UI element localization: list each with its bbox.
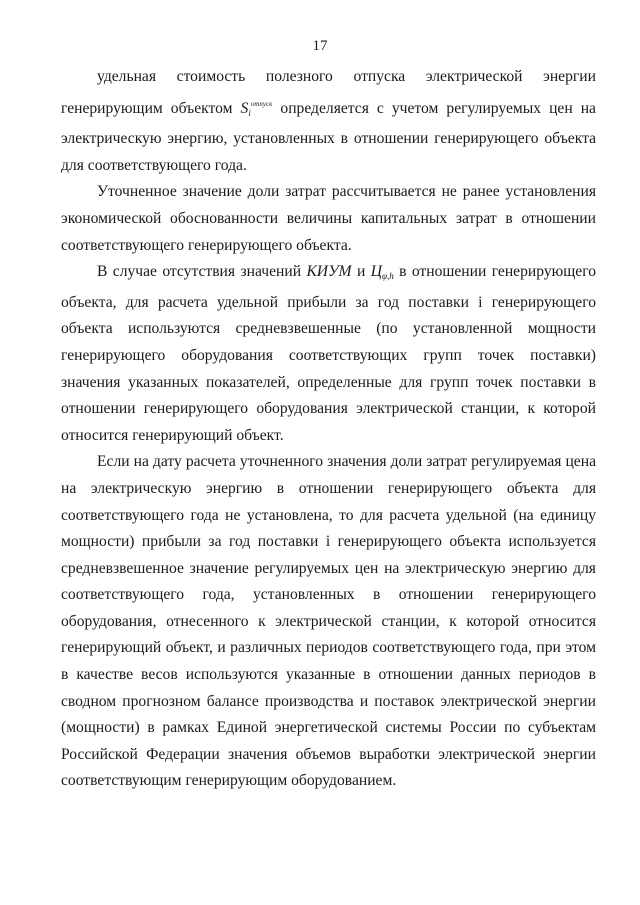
- formula-s-superscript: отпуск: [250, 99, 273, 108]
- formula-s-base: S: [240, 99, 249, 117]
- formula-kium: КИУМ: [306, 263, 352, 281]
- paragraph-3: [61, 259, 596, 449]
- paragraph-1: [61, 64, 596, 179]
- paragraph-2: Уточненное значение доли затрат рассчитывается не ранее установления экономической обоснованности величины капитальных затрат в отношении соответствующего генерирующего объекта.: [61, 183, 596, 254]
- paragraph-3-text-a: В случае отсутствия значений: [97, 263, 302, 281]
- paragraph-1-text-b: определяется с учетом регулируемых цен на электрическую энергию, установленных в отношении генерирующего объекта для соответствующего года.: [61, 99, 596, 174]
- formula-s-subscript: i: [248, 107, 251, 118]
- formula-c-phi-h: [371, 263, 394, 280]
- formula-c-base: Ц: [370, 263, 382, 281]
- formula-s-otpusk: [241, 100, 273, 117]
- formula-c-subscript: φ,h: [381, 271, 394, 282]
- document-body: [61, 64, 596, 795]
- paragraph-3-conjunction: и: [356, 263, 366, 281]
- paragraph-1-text-a: удельная стоимость полезного отпуска электрической энергии генерирующим объектом: [61, 68, 596, 117]
- paragraph-4: Если на дату расчета уточненного значения доли затрат регулируемая цена на электрическую энергию в отношении генерирующего объекта для соответствующего года не установлена, то для расчета удельной (на единицу мощности) прибыли за год поставки i генерирующего объекта используется средневзвешенное значение регулируемых цен на электрическую энергию для соответствующего года, установленных в отношении генерирующего оборудования, отнесенного к электрической станции, к которой относится генерирующий объект, и различных периодов соответствующего года, при этом в качестве весов используются указанные в отношении данных периодов в сводном прогнозном балансе производства и поставок электрической энергии (мощности) в рамках Единой энергетической системы России по субъектам Российской Федерации значения объемов выработки электрической энергии соответствующим генерирующим оборудованием.: [61, 453, 596, 790]
- page-number: 17: [312, 38, 328, 54]
- paragraph-3-text-b: в отношении генерирующего объекта, для расчета удельной прибыли за год поставки i генерирующего объекта используются средневзвешенные (по установленной мощности генерирующего оборудования соответствующих групп точек поставки) значения указанных показателей, определенные для групп точек поставки в отношении генерирующего оборудования электрической станции, к которой относится генерирующий объект.: [61, 263, 597, 444]
